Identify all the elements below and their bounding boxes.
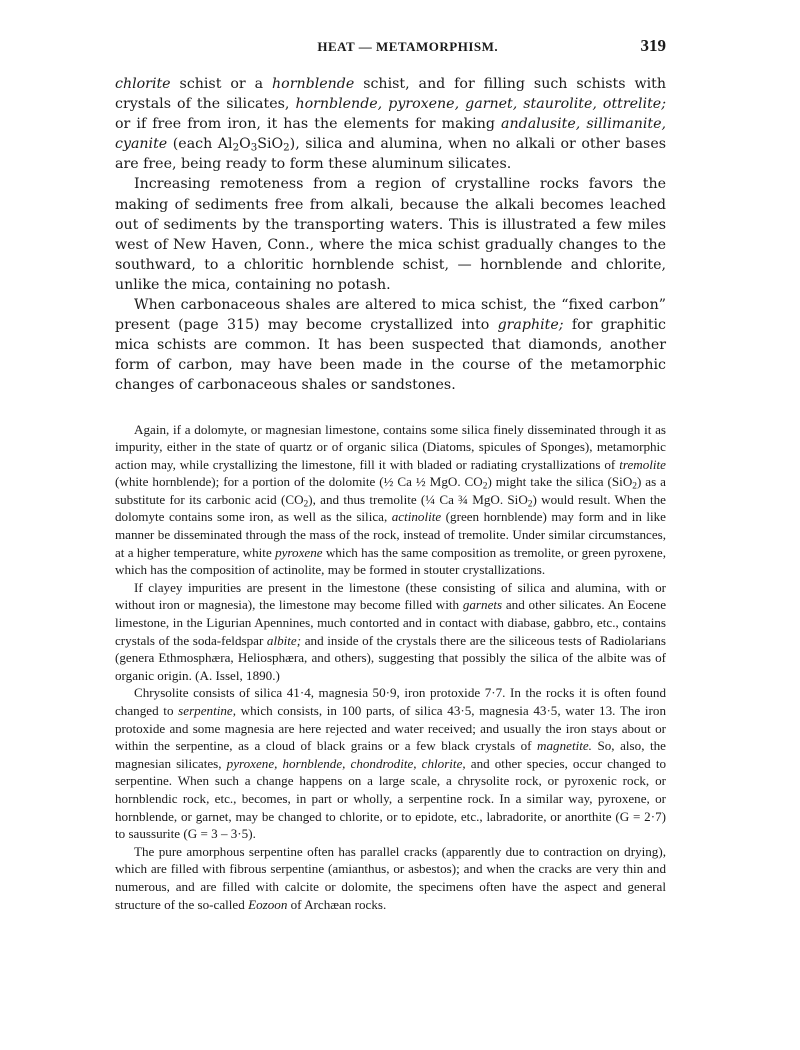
italic-text: pyroxene, hornblende, chondrodite, chlorite, bbox=[226, 755, 466, 771]
book-page bbox=[115, 36, 666, 913]
paragraph bbox=[115, 579, 666, 685]
paragraph bbox=[115, 684, 666, 842]
subscript: 3 bbox=[250, 142, 258, 154]
paragraph bbox=[115, 843, 666, 913]
italic-text: tremolite bbox=[619, 456, 666, 472]
subscript: 2 bbox=[232, 142, 240, 154]
text-run: of Archæan rocks. bbox=[287, 896, 387, 912]
paragraph bbox=[115, 295, 666, 395]
main-text-block bbox=[115, 74, 666, 396]
text-run: Increasing remoteness from a region of crystalline rocks favors the making of sediments free from alkali, because the alkali becomes leached out of sediments by the transporting waters. This is illustrated a few miles west of New Haven, Conn., where the mica schist gradually changes to the southward, to a chloritic hornblende schist, — hornblende and chlorite, unlike the mica, containing no potash. bbox=[115, 176, 666, 293]
text-run: schist, and for filling such schists with crystals of the silicates, bbox=[115, 76, 666, 113]
text-run: So, also, the magnesian silicates, bbox=[115, 738, 666, 771]
italic-text: actinolite bbox=[391, 509, 442, 525]
text-run: The pure amorphous serpentine often has parallel cracks (apparently due to contraction on drying), which are filled with fibrous serpentine (amianthus, or asbestos); and when the cracks are very thin and numerous, and are filled with calcite or dolomite, the specimens often have the aspect and general structure of the so-called bbox=[115, 843, 666, 912]
subscript: 2 bbox=[482, 481, 488, 492]
text-run: When carbonaceous shales are altered to mica schist, the “fixed carbon” present (page 315) may become crystallized into bbox=[115, 297, 666, 334]
page-number: 319 bbox=[640, 36, 666, 55]
text-run: If clayey impurities are present in the limestone (these consisting of silica and alumina, with or without iron or magnesia), the limestone may become filled with bbox=[115, 579, 666, 613]
text-run: ), and thus tremolite (¼ Ca ¾ MgO. SiO bbox=[308, 491, 528, 507]
subscript: 2 bbox=[632, 481, 637, 492]
text-run: and other species, occur changed to serpentine. When such a change happens on a large scale, a chrysolite rock, or pyroxenic rock, or hornblendic rock, etc., becomes, in part or wholly, a serpentine rock. In a similar way, pyroxene, or hornblende, or garnet, may be changed to chlorite, or to epidote, etc., labradorite, or anorthite (G = 2·7) to saussurite (G = 3 – 3·5). bbox=[115, 755, 666, 842]
paragraph bbox=[115, 74, 666, 174]
text-run: (white hornblende); for a portion of the dolomite (½ Ca ½ MgO. CO bbox=[115, 474, 483, 490]
italic-text: hornblende, pyroxene, garnet, staurolite, ottrelite; bbox=[295, 96, 666, 113]
subscript: 2 bbox=[527, 499, 533, 510]
italic-text: andalusite, sillimanite, cyanite bbox=[115, 116, 666, 153]
italic-text: garnets bbox=[462, 597, 503, 613]
italic-text: graphite; bbox=[497, 317, 564, 334]
text-run: and other silicates. An Eocene limestone, in the Ligurian Apennines, much contorted and in contact with diabase, gabbro, etc., contains crystals of the soda-feldspar bbox=[115, 597, 667, 648]
italic-text: magnetite. bbox=[537, 738, 592, 754]
text-run: or if free from iron, it has the elements for making bbox=[115, 116, 502, 133]
text-run: Chrysolite consists of silica 41·4, magnesia 50·9, iron protoxide 7·7. In the rocks it is often found changed to bbox=[115, 685, 666, 718]
paragraph bbox=[115, 174, 666, 295]
italic-text: albite; bbox=[266, 632, 302, 648]
text-run: ) would result. When the dolomyte contains some iron, as well as the silica, bbox=[115, 491, 666, 525]
subscript: 2 bbox=[283, 142, 290, 154]
text-run: schist or a bbox=[170, 76, 273, 92]
fine-print-block bbox=[115, 421, 666, 914]
running-title: HEAT — METAMORPHISM. bbox=[317, 39, 499, 54]
text-run: ) might take the silica (SiO bbox=[487, 474, 633, 490]
text-run: ) as a substitute for its carbonic acid (CO bbox=[115, 474, 666, 507]
italic-text: Eozoon bbox=[248, 896, 288, 912]
italic-text: serpentine, bbox=[178, 703, 236, 718]
text-run: which has the same composition as tremolite, or green pyroxene, which has the composition of actinolite, may be formed in stouter crystallizations. bbox=[115, 544, 666, 578]
italic-text: hornblende bbox=[272, 76, 355, 92]
subscript: 2 bbox=[303, 499, 309, 510]
paragraph bbox=[115, 421, 666, 579]
italic-text: chlorite bbox=[115, 76, 171, 92]
page-header bbox=[115, 36, 666, 60]
text-run: O bbox=[239, 136, 251, 153]
text-run: for graphitic mica schists are common. It has been suspected that diamonds, another form of carbon, may have been made in the course of the metamorphic changes of carbonaceous shales or sandstones. bbox=[115, 317, 667, 394]
text-run: (each Al bbox=[167, 136, 233, 153]
text-run: ), silica and alumina, when no alkali or other bases are free, being ready to form these aluminum silicates. bbox=[115, 136, 666, 173]
italic-text: pyroxene bbox=[275, 544, 323, 560]
text-run: Again, if a dolomyte, or magnesian limestone, contains some silica finely disseminated through it as impurity, either in the state of quartz or of organic silica (Diatoms, spicules of Sponges), metamorphic action may, while crystallizing the limestone, fill it with bladed or radiating crystallizations of bbox=[115, 421, 666, 472]
text-run: (green hornblende) may form and in like manner be disseminated through the mass of the rock, instead of tremolite. Under similar circumstances, at a higher temperature, white bbox=[115, 509, 666, 560]
text-run: and inside of the crystals there are the siliceous tests of Radiolarians (genera Ethmosphæra, Heliosphæra, and others), suggesting that possibly the silica of the albite was of organic origin. (A. Issel, 1890.) bbox=[115, 632, 666, 683]
text-run: which consists, in 100 parts, of silica 43·5, magnesia 43·5, water 13. The iron protoxide and some magnesia are here rejected and water received; and usually the iron stays about or within the serpentine, as a cloud of black grains or a few black crystals of bbox=[115, 703, 666, 754]
text-run: SiO bbox=[257, 136, 284, 153]
